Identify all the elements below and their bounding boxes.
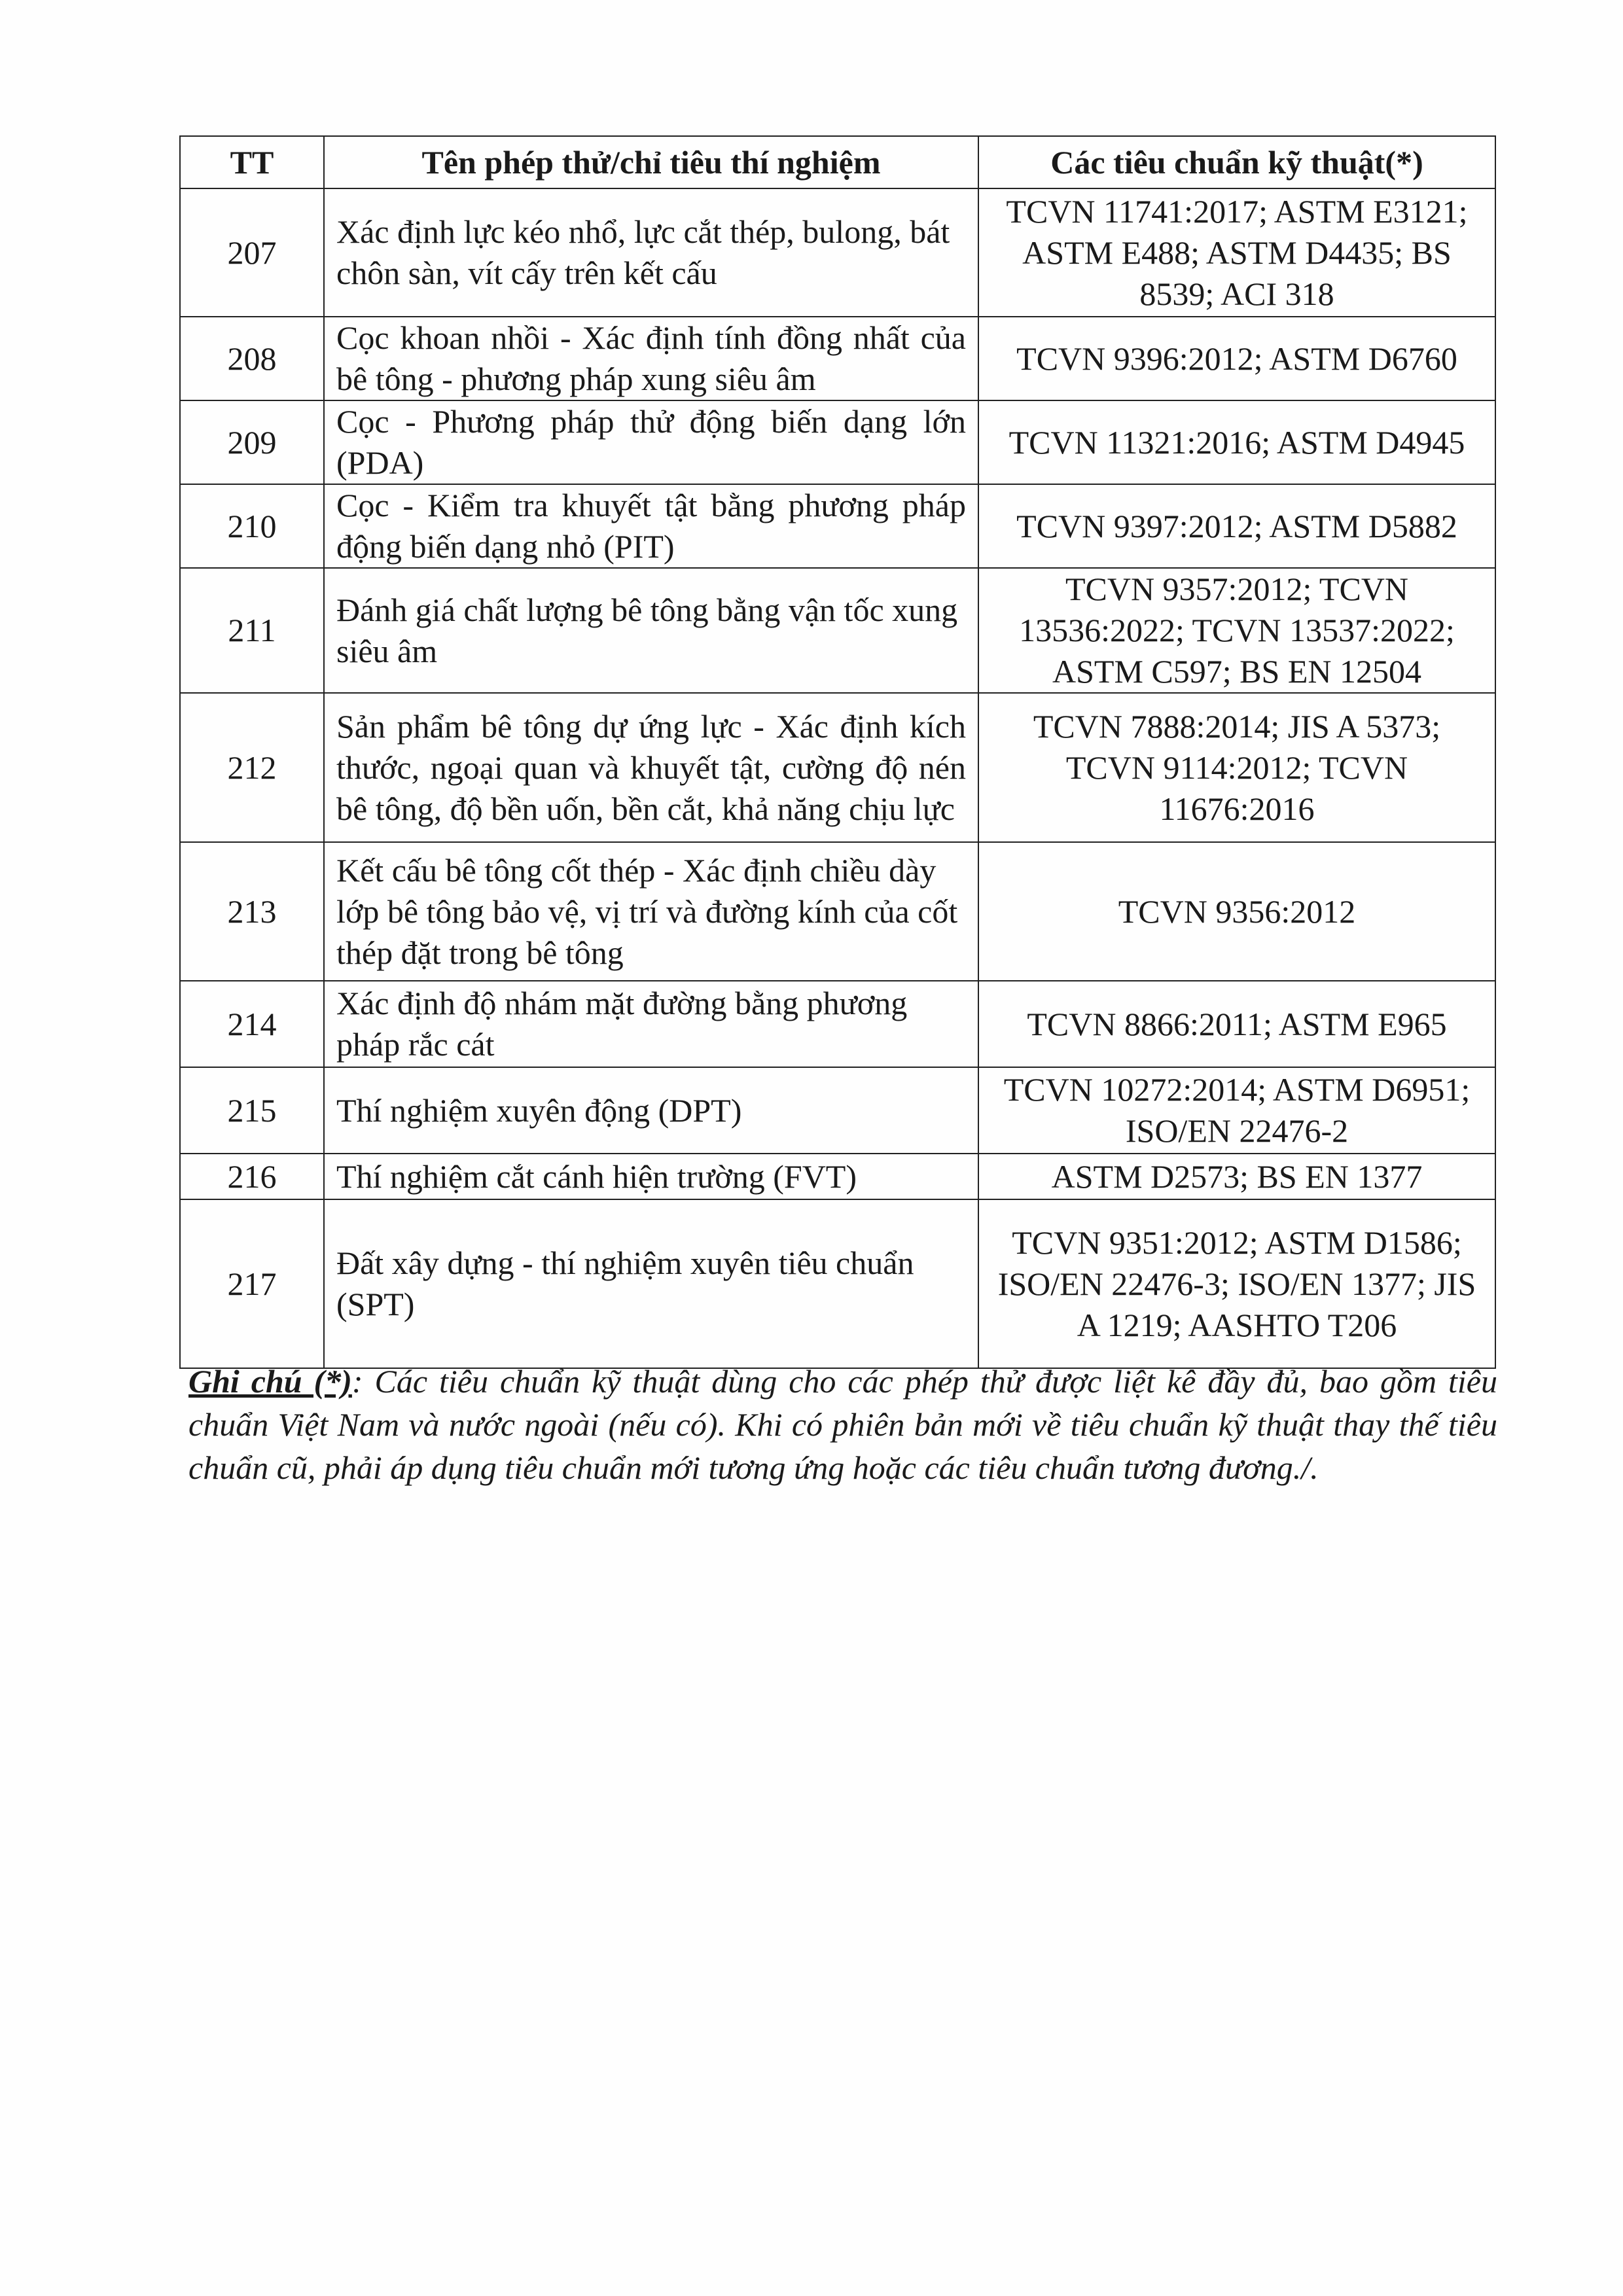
- test-name: Xác định lực kéo nhổ, lực cắt thép, bulong, bát chôn sàn, vít cấy trên kết cấu: [324, 188, 978, 317]
- test-standards: ASTM D2573; BS EN 1377: [978, 1154, 1495, 1199]
- test-name: Thí nghiệm cắt cánh hiện trường (FVT): [324, 1154, 978, 1199]
- row-number: 216: [180, 1154, 324, 1199]
- test-name: Đất xây dựng - thí nghiệm xuyên tiêu chuẩn (SPT): [324, 1199, 978, 1368]
- table-row: [180, 317, 1495, 400]
- test-standards: TCVN 9356:2012: [978, 842, 1495, 981]
- test-standards: TCVN 8866:2011; ASTM E965: [978, 981, 1495, 1067]
- row-number: 213: [180, 842, 324, 981]
- table-row: [180, 693, 1495, 842]
- test-name: Xác định độ nhám mặt đường bằng phương pháp rắc cát: [324, 981, 978, 1067]
- test-name: Cọc - Phương pháp thử động biến dạng lớn (PDA): [324, 400, 978, 484]
- row-number: 217: [180, 1199, 324, 1368]
- row-number: 212: [180, 693, 324, 842]
- header-standards: Các tiêu chuẩn kỹ thuật(*): [978, 136, 1495, 188]
- footnote-label: Ghi chú (*): [188, 1363, 352, 1400]
- test-name: Thí nghiệm xuyên động (DPT): [324, 1067, 978, 1154]
- footnote-text: : Các tiêu chuẩn kỹ thuật dùng cho các phép thử được liệt kê đầy đủ, bao gồm tiêu chuẩn Việt Nam và nước ngoài (nếu có). Khi có phiên bản mới về tiêu chuẩn kỹ thuật thay thế tiêu chuẩn cũ, phải áp dụng tiêu chuẩn mới tương ứng hoặc các tiêu chuẩn tương đương./.: [188, 1363, 1498, 1486]
- footnote: [188, 1360, 1497, 1489]
- table-row: [180, 1067, 1495, 1154]
- test-name: Sản phẩm bê tông dự ứng lực - Xác định kích thước, ngoại quan và khuyết tật, cường độ nén bê tông, độ bền uốn, bền cắt, khả năng chịu lực: [324, 693, 978, 842]
- row-number: 215: [180, 1067, 324, 1154]
- table-row: [180, 1154, 1495, 1199]
- test-standards: TCVN 9397:2012; ASTM D5882: [978, 484, 1495, 568]
- row-number: 209: [180, 400, 324, 484]
- test-name: Cọc khoan nhồi - Xác định tính đồng nhất của bê tông - phương pháp xung siêu âm: [324, 317, 978, 400]
- table-row: [180, 981, 1495, 1067]
- header-tt: TT: [180, 136, 324, 188]
- test-name: Kết cấu bê tông cốt thép - Xác định chiều dày lớp bê tông bảo vệ, vị trí và đường kính của cốt thép đặt trong bê tông: [324, 842, 978, 981]
- test-standards: TCVN 11741:2017; ASTM E3121; ASTM E488; ASTM D4435; BS 8539; ACI 318: [978, 188, 1495, 317]
- table-row: [180, 188, 1495, 317]
- table-row: [180, 842, 1495, 981]
- test-standards: TCVN 11321:2016; ASTM D4945: [978, 400, 1495, 484]
- table-row: [180, 484, 1495, 568]
- row-number: 207: [180, 188, 324, 317]
- header-test-name: Tên phép thử/chỉ tiêu thí nghiệm: [324, 136, 978, 188]
- row-number: 211: [180, 568, 324, 693]
- test-name: Đánh giá chất lượng bê tông bằng vận tốc xung siêu âm: [324, 568, 978, 693]
- test-standards: TCVN 9396:2012; ASTM D6760: [978, 317, 1495, 400]
- row-number: 214: [180, 981, 324, 1067]
- standards-table: [179, 135, 1496, 1369]
- table-row: [180, 400, 1495, 484]
- row-number: 208: [180, 317, 324, 400]
- table-row: [180, 1199, 1495, 1368]
- test-standards: TCVN 9357:2012; TCVN 13536:2022; TCVN 13537:2022; ASTM C597; BS EN 12504: [978, 568, 1495, 693]
- test-standards: TCVN 7888:2014; JIS A 5373; TCVN 9114:2012; TCVN 11676:2016: [978, 693, 1495, 842]
- test-name: Cọc - Kiểm tra khuyết tật bằng phương pháp động biến dạng nhỏ (PIT): [324, 484, 978, 568]
- table-row: [180, 568, 1495, 693]
- test-standards: TCVN 10272:2014; ASTM D6951; ISO/EN 22476-2: [978, 1067, 1495, 1154]
- test-standards: TCVN 9351:2012; ASTM D1586; ISO/EN 22476-3; ISO/EN 1377; JIS A 1219; AASHTO T206: [978, 1199, 1495, 1368]
- table-header-row: [180, 136, 1495, 188]
- row-number: 210: [180, 484, 324, 568]
